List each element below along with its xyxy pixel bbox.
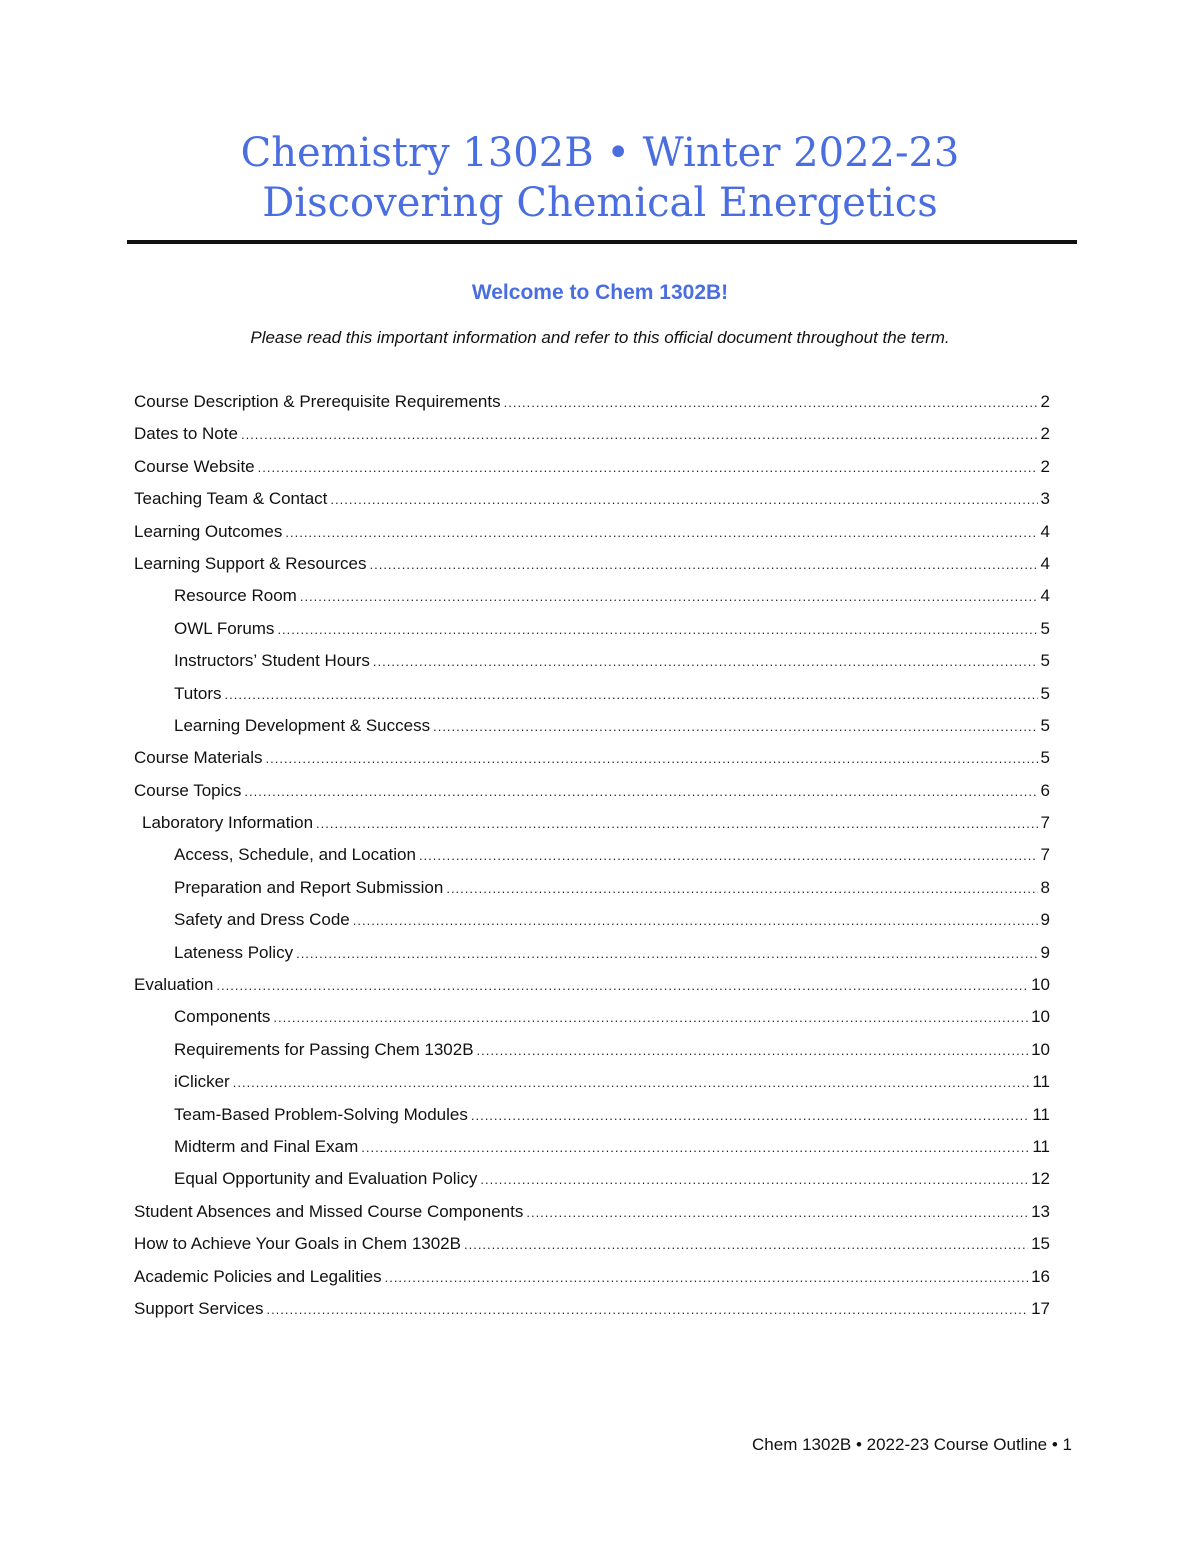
toc-entry-page: 4 bbox=[1040, 553, 1050, 573]
toc-entry[interactable] bbox=[134, 519, 1050, 551]
toc-dot-leader bbox=[480, 1167, 1028, 1193]
toc-dot-leader bbox=[277, 617, 1037, 643]
toc-entry-label[interactable]: Course Description & Prerequisite Requirements bbox=[134, 392, 501, 411]
toc-entry-label[interactable]: Learning Outcomes bbox=[134, 521, 283, 541]
toc-entry-page: 12 bbox=[1031, 1169, 1050, 1189]
toc-entry-page: 10 bbox=[1031, 975, 1050, 995]
toc-entry[interactable] bbox=[134, 1199, 1050, 1231]
title-line-1: Chemistry 1302B • Winter 2022-23 bbox=[240, 130, 960, 176]
toc-dot-leader bbox=[266, 1297, 1028, 1323]
toc-entry-page: 3 bbox=[1040, 489, 1050, 509]
toc-dot-leader bbox=[225, 682, 1038, 708]
toc-dot-leader bbox=[477, 1038, 1029, 1064]
toc-entry-page: 13 bbox=[1031, 1201, 1050, 1221]
toc-dot-leader bbox=[369, 552, 1037, 578]
toc-entry[interactable] bbox=[134, 907, 1050, 939]
intro-text: Please read this important information and refer to this official document throughout the term. bbox=[250, 328, 950, 347]
toc-dot-leader bbox=[471, 1103, 1029, 1129]
toc-entry-page: 6 bbox=[1040, 780, 1050, 800]
toc-entry-label[interactable]: Team-Based Problem-Solving Modules bbox=[174, 1104, 468, 1124]
toc-dot-leader bbox=[464, 1232, 1028, 1258]
toc-entry[interactable] bbox=[134, 1069, 1050, 1101]
toc-entry[interactable] bbox=[134, 583, 1050, 615]
toc-entry-label[interactable]: Laboratory Information bbox=[142, 813, 314, 833]
toc-dot-leader bbox=[273, 1005, 1028, 1031]
toc-entry-label[interactable]: Course Topics bbox=[134, 780, 242, 800]
toc-entry-label[interactable]: Equal Opportunity and Evaluation Policy bbox=[174, 1169, 478, 1189]
toc-entry-page: 5 bbox=[1040, 748, 1050, 768]
toc-entry[interactable] bbox=[134, 778, 1050, 810]
toc-dot-leader bbox=[419, 843, 1038, 869]
toc-entry-page: 10 bbox=[1031, 1039, 1050, 1059]
toc-dot-leader bbox=[258, 455, 1038, 481]
toc-entry-label[interactable]: Components bbox=[174, 1007, 271, 1027]
toc-entry-label[interactable]: iClicker bbox=[174, 1072, 230, 1092]
toc-entry-label[interactable]: Evaluation bbox=[134, 975, 214, 995]
toc-dot-leader bbox=[216, 973, 1028, 999]
toc-entry-label[interactable]: Student Absences and Missed Course Components bbox=[134, 1201, 524, 1221]
toc-entry[interactable] bbox=[134, 1166, 1050, 1198]
toc-entry[interactable] bbox=[134, 1037, 1050, 1069]
toc-entry-page: 5 bbox=[1040, 715, 1050, 735]
toc-entry-page: 8 bbox=[1040, 877, 1050, 897]
toc-entry[interactable] bbox=[134, 745, 1050, 777]
toc-entry-label[interactable]: Access, Schedule, and Location bbox=[174, 845, 416, 865]
title-divider bbox=[127, 240, 1077, 244]
toc-entry[interactable] bbox=[134, 616, 1050, 648]
toc-entry[interactable] bbox=[134, 810, 1050, 842]
toc-entry-label[interactable]: Resource Room bbox=[174, 586, 297, 606]
toc-entry-page: 2 bbox=[1040, 392, 1050, 411]
toc-dot-leader bbox=[353, 908, 1038, 934]
toc-entry-page: 16 bbox=[1031, 1266, 1050, 1286]
toc-entry-page: 9 bbox=[1040, 942, 1050, 962]
toc-entry[interactable] bbox=[134, 1004, 1050, 1036]
toc-entry-label[interactable]: Midterm and Final Exam bbox=[174, 1136, 359, 1156]
toc-entry-label[interactable]: Preparation and Report Submission bbox=[174, 877, 444, 897]
toc-entry[interactable] bbox=[134, 1134, 1050, 1166]
toc-entry-label[interactable]: Requirements for Passing Chem 1302B bbox=[174, 1039, 474, 1059]
toc-entry-label[interactable]: Academic Policies and Legalities bbox=[134, 1266, 382, 1286]
toc-entry-page: 5 bbox=[1040, 651, 1050, 671]
toc-entry-page: 9 bbox=[1040, 910, 1050, 930]
toc-entry-page: 11 bbox=[1032, 1136, 1050, 1156]
toc-entry-label[interactable]: Course Website bbox=[134, 456, 255, 476]
toc-entry-page: 2 bbox=[1040, 424, 1050, 444]
toc-entry[interactable] bbox=[134, 486, 1050, 518]
toc-entry-label[interactable]: Lateness Policy bbox=[174, 942, 294, 962]
toc-entry[interactable] bbox=[134, 875, 1050, 907]
toc-dot-leader bbox=[446, 876, 1037, 902]
toc-entry[interactable] bbox=[134, 842, 1050, 874]
page-footer: Chem 1302B • 2022-23 Course Outline • 1 bbox=[752, 1435, 1072, 1454]
toc-entry[interactable] bbox=[134, 1231, 1050, 1263]
toc-entry-page: 11 bbox=[1032, 1104, 1050, 1124]
toc-entry-page: 4 bbox=[1040, 521, 1050, 541]
toc-dot-leader bbox=[526, 1200, 1028, 1226]
document-title bbox=[0, 128, 1200, 228]
toc-entry[interactable] bbox=[134, 972, 1050, 1004]
toc-dot-leader bbox=[316, 811, 1037, 837]
toc-entry-label[interactable]: Instructors’ Student Hours bbox=[174, 651, 370, 671]
toc-entry[interactable] bbox=[134, 1264, 1050, 1296]
toc-entry-page: 7 bbox=[1040, 813, 1050, 833]
table-of-contents bbox=[134, 389, 1050, 1328]
toc-dot-leader bbox=[266, 746, 1038, 772]
toc-entry-label[interactable]: Tutors bbox=[174, 683, 222, 703]
title-line-2: Discovering Chemical Energetics bbox=[262, 180, 938, 226]
toc-entry[interactable] bbox=[134, 940, 1050, 972]
toc-entry-page: 5 bbox=[1040, 618, 1050, 638]
toc-entry-label[interactable]: Dates to Note bbox=[134, 424, 238, 444]
toc-dot-leader bbox=[244, 779, 1037, 805]
toc-entry[interactable] bbox=[134, 713, 1050, 745]
toc-entry[interactable] bbox=[134, 681, 1050, 713]
toc-dot-leader bbox=[385, 1265, 1028, 1291]
toc-dot-leader bbox=[285, 520, 1037, 546]
toc-entry-label[interactable]: Learning Support & Resources bbox=[134, 553, 367, 573]
toc-dot-leader bbox=[433, 714, 1037, 740]
toc-entry-page: 7 bbox=[1040, 845, 1050, 865]
toc-entry-label[interactable]: Learning Development & Success bbox=[174, 715, 431, 735]
toc-entry[interactable] bbox=[134, 421, 1050, 453]
toc-entry-page: 17 bbox=[1031, 1298, 1050, 1318]
welcome-heading: Welcome to Chem 1302B! bbox=[471, 281, 729, 304]
toc-entry[interactable] bbox=[134, 1296, 1050, 1328]
toc-dot-leader bbox=[373, 649, 1038, 675]
toc-dot-leader bbox=[233, 1070, 1030, 1096]
toc-dot-leader bbox=[361, 1135, 1029, 1161]
toc-entry-label[interactable]: How to Achieve Your Goals in Chem 1302B bbox=[134, 1234, 461, 1254]
toc-dot-leader bbox=[300, 584, 1038, 610]
toc-dot-leader bbox=[296, 941, 1037, 967]
toc-entry[interactable] bbox=[134, 389, 1050, 421]
toc-entry-label[interactable]: Course Materials bbox=[134, 748, 263, 768]
toc-entry-page: 5 bbox=[1040, 683, 1050, 703]
toc-entry[interactable] bbox=[134, 648, 1050, 680]
toc-dot-leader bbox=[504, 390, 1038, 416]
toc-entry-label[interactable]: Support Services bbox=[134, 1298, 264, 1318]
toc-dot-leader bbox=[241, 422, 1038, 448]
toc-entry[interactable] bbox=[134, 1102, 1050, 1134]
toc-entry-page: 10 bbox=[1031, 1007, 1050, 1027]
toc-entry[interactable] bbox=[134, 551, 1050, 583]
toc-dot-leader bbox=[330, 487, 1037, 513]
toc-entry-page: 15 bbox=[1031, 1234, 1050, 1254]
toc-entry-page: 4 bbox=[1040, 586, 1050, 606]
toc-entry-label[interactable]: Teaching Team & Contact bbox=[134, 489, 328, 509]
toc-entry-page: 11 bbox=[1032, 1072, 1050, 1092]
toc-entry-page: 2 bbox=[1040, 456, 1050, 476]
toc-entry[interactable] bbox=[134, 454, 1050, 486]
toc-entry-label[interactable]: OWL Forums bbox=[174, 618, 275, 638]
toc-entry-label[interactable]: Safety and Dress Code bbox=[174, 910, 350, 930]
